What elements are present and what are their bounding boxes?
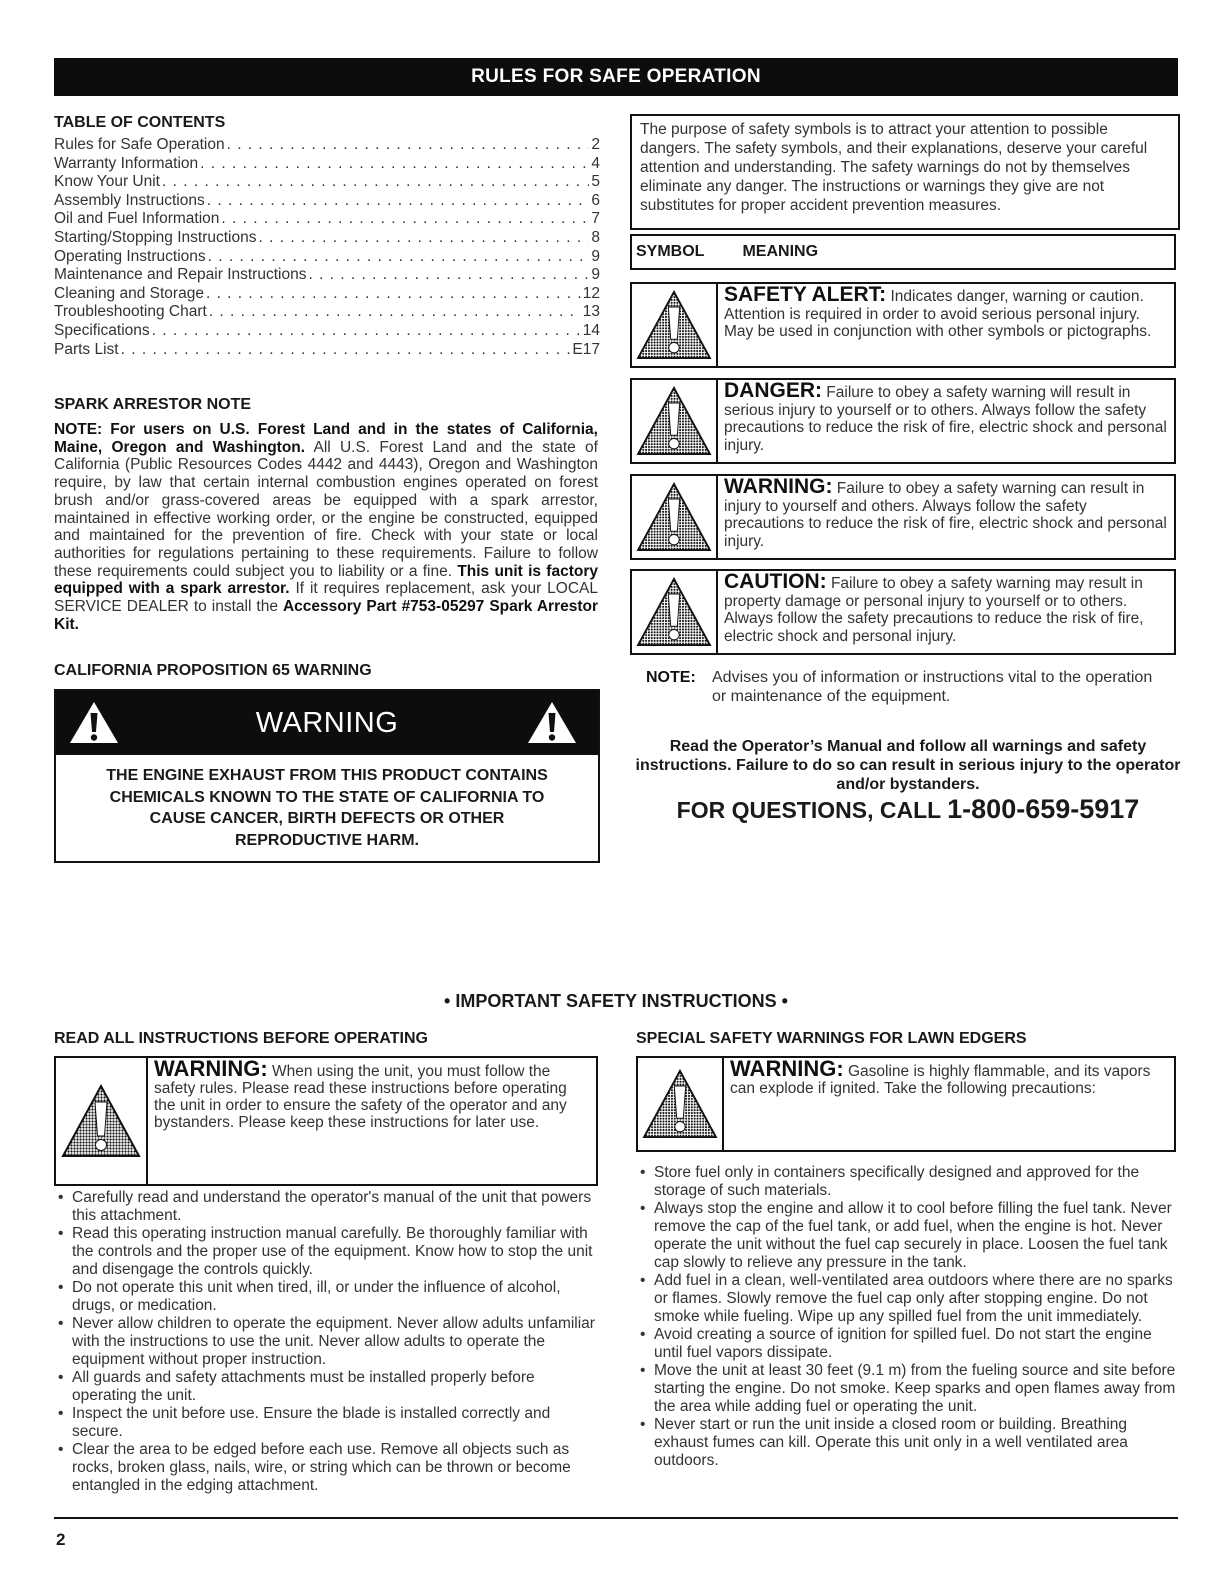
symbol-icon-cell bbox=[632, 476, 718, 558]
alert-triangle-icon bbox=[68, 699, 120, 745]
spark-arrestor-note bbox=[54, 421, 598, 633]
important-safety-heading: • IMPORTANT SAFETY INSTRUCTIONS • bbox=[444, 991, 788, 1011]
bullet-item: • Carefully read and understand the operator's manual of the unit that powers this attachment. bbox=[54, 1189, 598, 1225]
symbol-row-warning bbox=[630, 474, 1176, 560]
questions-phone bbox=[630, 794, 1186, 825]
page-banner: RULES FOR SAFE OPERATION bbox=[54, 58, 1178, 96]
warning-icon-cell bbox=[56, 1058, 148, 1184]
warning-head: WARNING: bbox=[154, 1056, 268, 1081]
warning-text bbox=[148, 1058, 596, 1184]
bullet-item: • Never start or run the unit inside a closed room or building. Breathing exhaust fumes can kill. Operate this unit only in a well ventilated area outdoors. bbox=[636, 1416, 1176, 1470]
toc-entry bbox=[54, 341, 600, 360]
page-number: 2 bbox=[56, 1530, 66, 1549]
toc-entry-page: 7 bbox=[591, 210, 600, 228]
toc-entry-label: Rules for Safe Operation bbox=[54, 136, 225, 153]
toc-leader-dots bbox=[206, 285, 581, 304]
alert-triangle-icon bbox=[636, 386, 712, 456]
bullet-item: • Avoid creating a source of ignition for spilled fuel. Do not start the engine until fuel vapors dissipate. bbox=[636, 1326, 1176, 1362]
toc-entry bbox=[54, 173, 600, 192]
toc-entry bbox=[54, 155, 600, 174]
toc-entry bbox=[54, 192, 600, 211]
toc-entry-page: 13 bbox=[582, 303, 600, 321]
footer-rule bbox=[54, 1517, 1178, 1519]
alert-triangle-icon bbox=[636, 482, 712, 552]
toc-entry-page: 9 bbox=[591, 266, 600, 284]
questions-label: FOR QUESTIONS, CALL bbox=[676, 797, 948, 823]
bullet-item: • Never allow children to operate the equipment. Never allow adults unfamiliar with the instructions to use the unit. Never allow adults to operate the equipment without proper instruction. bbox=[54, 1315, 598, 1369]
toc-entry-page: 14 bbox=[582, 321, 600, 339]
warning-icon-cell bbox=[638, 1058, 724, 1150]
bullet-item: • Add fuel in a clean, well-ventilated area outdoors where there are no sparks or flames. Slowly remove the fuel cap only after stopping engine. Do not smoke while fueling. Wipe up any spilled fuel from the unit immediately. bbox=[636, 1272, 1176, 1326]
prop65-warning-text: THE ENGINE EXHAUST FROM THIS PRODUCT CONTAINS CHEMICALS KNOWN TO THE STATE OF CALIFORNIA TO CAUSE CANCER, BIRTH DEFECTS OR OTHER REPRODUCTIVE HARM. bbox=[106, 767, 548, 849]
prop65-title: CALIFORNIA PROPOSITION 65 WARNING bbox=[54, 662, 372, 679]
bullet-item: • Store fuel only in containers specifically designed and approved for the storage of such materials. bbox=[636, 1164, 1176, 1200]
read-all-title: READ ALL INSTRUCTIONS BEFORE OPERATING bbox=[54, 1030, 428, 1047]
toc-entry bbox=[54, 229, 600, 248]
toc-entry-label: Maintenance and Repair Instructions bbox=[54, 266, 307, 284]
meaning-column-header: MEANING bbox=[742, 243, 819, 260]
toc-entry bbox=[54, 248, 600, 267]
read-all-section bbox=[54, 1030, 598, 1495]
symbol-head: DANGER: bbox=[724, 379, 822, 402]
toc-leader-dots bbox=[200, 155, 589, 174]
bullet-item: • Move the unit at least 30 feet (9.1 m) from the fueling source and site before starting the engine. Do not smoke. Keep sparks and open flames away from the area while adding fuel or operating the unit. bbox=[636, 1362, 1176, 1416]
symbol-text: Indicates danger, warning or caution. Attention is required in order to avoid serious personal injury. May be used in conjunction with other symbols or pictographs. bbox=[724, 288, 1152, 340]
symbol-text: Failure to obey a safety warning may result in property damage or personal injury to yourself or to others. Always follow the safety precautions to reduce the risk of fire, electric shock and personal injury. bbox=[724, 575, 1144, 645]
prop65-warning-label: WARNING bbox=[255, 706, 399, 739]
special-title: SPECIAL SAFETY WARNINGS FOR LAWN EDGERS bbox=[636, 1030, 1027, 1047]
read-operators-manual: Read the Operator’s Manual and follow all warnings and safety instructions. Failure to do so can result in serious injury to the operator and/or bystanders. bbox=[635, 738, 1181, 793]
note-label: NOTE: bbox=[646, 669, 696, 686]
prop65-warning-header bbox=[56, 691, 598, 755]
toc-list bbox=[54, 136, 600, 359]
toc-entry-label: Parts List bbox=[54, 340, 119, 358]
warning-head: WARNING: bbox=[730, 1056, 844, 1081]
toc-entry-label: Troubleshooting Chart bbox=[54, 303, 207, 321]
toc-entry bbox=[54, 322, 600, 341]
symbol-icon-cell bbox=[632, 284, 718, 366]
toc-entry-page: 6 bbox=[591, 191, 600, 209]
spark-note-text2: If it requires replacement, ask your LOCAL SERVICE DEALER to install the bbox=[54, 580, 598, 616]
table-of-contents bbox=[54, 114, 600, 359]
left-bullet-list bbox=[54, 1189, 598, 1495]
toc-leader-dots bbox=[227, 136, 590, 155]
alert-triangle-icon bbox=[636, 577, 712, 647]
toc-entry-label: Assembly Instructions bbox=[54, 191, 205, 209]
bullet-item: • Inspect the unit before use. Ensure the blade is installed correctly and secure. bbox=[54, 1405, 598, 1441]
toc-title: TABLE OF CONTENTS bbox=[54, 114, 226, 131]
symbol-head: WARNING: bbox=[724, 475, 833, 498]
bullet-item: • Read this operating instruction manual carefully. Be thoroughly familiar with the controls and the proper use of the equipment. Know how to stop the unit and disengage the controls quickly. bbox=[54, 1225, 598, 1279]
toc-entry-label: Operating Instructions bbox=[54, 247, 206, 265]
spark-note-bold: NOTE: For users on U.S. Forest Land and in the states of California, Maine, Oregon and Washington. bbox=[54, 421, 598, 456]
warning-body: Gasoline is highly flammable, and its vapors can explode if ignited. Take the following precautions: bbox=[730, 1063, 1151, 1097]
phone-number: 1-800-659-5917 bbox=[947, 794, 1140, 824]
toc-entry-page: 5 bbox=[591, 173, 600, 191]
toc-entry-label: Specifications bbox=[54, 321, 150, 339]
symbol-head: CAUTION: bbox=[724, 570, 827, 593]
toc-entry bbox=[54, 136, 600, 155]
safety-symbols-purpose: The purpose of safety symbols is to attract your attention to possible dangers. The safety symbols, and their explanations, deserve your careful attention and understanding. The safety warnings do not by themselves eliminate any danger. The instructions or warnings they give are not substitutes for proper accident prevention measures. bbox=[630, 114, 1180, 230]
toc-entry bbox=[54, 285, 600, 304]
symbol-head: SAFETY ALERT: bbox=[724, 283, 887, 306]
toc-entry-page: 12 bbox=[582, 284, 600, 302]
prop65-warning-box bbox=[54, 689, 600, 863]
toc-leader-dots bbox=[308, 266, 589, 285]
symbol-text: Failure to obey a safety warning will result in serious injury to yourself or to others. Always follow the safety precautions to reduce the risk of fire, electric shock and personal injury. bbox=[724, 384, 1167, 454]
spark-title: SPARK ARRESTOR NOTE bbox=[54, 396, 252, 413]
alert-triangle-icon bbox=[642, 1069, 718, 1139]
toc-leader-dots bbox=[258, 229, 589, 248]
right-bullet-list bbox=[636, 1164, 1176, 1470]
warning-text bbox=[724, 1058, 1174, 1150]
bullet-item: • Always stop the engine and allow it to cool before filling the fuel tank. Never remove the cap of the fuel tank, or add fuel, when the engine is hot. Never operate the unit without the fuel cap securely in place. Loosen the fuel tank cap slowly to relieve any pressure in the tank. bbox=[636, 1200, 1176, 1272]
toc-entry bbox=[54, 210, 600, 229]
spark-note-bold2: This unit is factory equipped with a spark arrestor. bbox=[54, 562, 598, 598]
bullet-item: • All guards and safety attachments must be installed properly before operating the unit. bbox=[54, 1369, 598, 1405]
toc-entry-page: 8 bbox=[591, 228, 600, 246]
toc-leader-dots bbox=[221, 210, 589, 229]
toc-entry-label: Know Your Unit bbox=[54, 173, 160, 191]
bullet-item: • Clear the area to be edged before each use. Remove all objects such as rocks, broken glass, nails, wire, or string which can be thrown or become entangled in the edging attachment. bbox=[54, 1441, 598, 1495]
right-warning-box bbox=[636, 1056, 1176, 1152]
toc-leader-dots bbox=[208, 248, 590, 267]
lawn-edger-section bbox=[636, 1030, 1176, 1470]
note-text: Advises you of information or instructions vital to the operation or maintenance of the equipment. bbox=[712, 669, 1153, 705]
alert-triangle-icon bbox=[636, 290, 712, 360]
spark-note-text: All U.S. Forest Land and the state of California (Public Resources Codes 4442 and 4443), Oregon and Washington require, by law that certain internal combustion engines operated on forest brush and/or grass-covered areas be equipped with a spark arrestor, maintained in effective working order, or the engine be constructed, equipped and maintained for the prevention of fire. Check with your state or local authorities for regulations pertaining to these requirements. Failure to follow these requirements could subject you to liability or a fine. bbox=[54, 438, 598, 580]
symbol-icon-cell bbox=[632, 571, 718, 653]
symbol-text: Failure to obey a safety warning can result in injury to yourself and others. Always follow the safety precautions to reduce the risk of fire, electric shock and personal injury. bbox=[724, 480, 1167, 550]
symbol-row-danger bbox=[630, 378, 1176, 464]
toc-entry-page: E17 bbox=[572, 340, 600, 358]
toc-leader-dots bbox=[152, 322, 581, 341]
toc-entry bbox=[54, 303, 600, 322]
left-warning-box bbox=[54, 1056, 598, 1186]
toc-entry-page: 2 bbox=[591, 136, 600, 153]
toc-leader-dots bbox=[162, 173, 589, 192]
toc-entry-label: Cleaning and Storage bbox=[54, 284, 204, 302]
toc-leader-dots bbox=[207, 192, 590, 211]
toc-leader-dots bbox=[121, 341, 571, 360]
toc-entry bbox=[54, 266, 600, 285]
symbol-row-caution bbox=[630, 569, 1176, 655]
toc-leader-dots bbox=[209, 303, 581, 322]
toc-entry-label: Oil and Fuel Information bbox=[54, 210, 220, 228]
symbol-column-header: SYMBOL bbox=[636, 243, 705, 260]
symbol-icon-cell bbox=[632, 380, 718, 462]
symbol-meaning bbox=[718, 284, 1174, 366]
symbol-table-header bbox=[630, 234, 1176, 270]
spark-note-bold3: Accessory Part #753-05297 Spark Arrestor Kit. bbox=[54, 598, 598, 633]
symbol-meaning bbox=[718, 571, 1174, 653]
bullet-item: • Do not operate this unit when tired, ill, or under the influence of alcohol, drugs, or medication. bbox=[54, 1279, 598, 1315]
note-block bbox=[646, 668, 1166, 706]
toc-entry-label: Starting/Stopping Instructions bbox=[54, 228, 257, 246]
toc-entry-page: 9 bbox=[591, 247, 600, 265]
toc-entry-label: Warranty Information bbox=[54, 154, 199, 172]
symbol-meaning bbox=[718, 380, 1174, 462]
warning-body: When using the unit, you must follow the safety rules. Please read these instructions before operating the unit in order to ensure the safety of the operator and any bystanders. Please keep these instructions for later use. bbox=[154, 1063, 567, 1131]
symbol-meaning bbox=[718, 476, 1174, 558]
toc-entry-page: 4 bbox=[591, 154, 600, 172]
alert-triangle-icon bbox=[526, 699, 578, 745]
alert-triangle-icon bbox=[61, 1084, 141, 1158]
symbol-row-safety-alert bbox=[630, 282, 1176, 368]
